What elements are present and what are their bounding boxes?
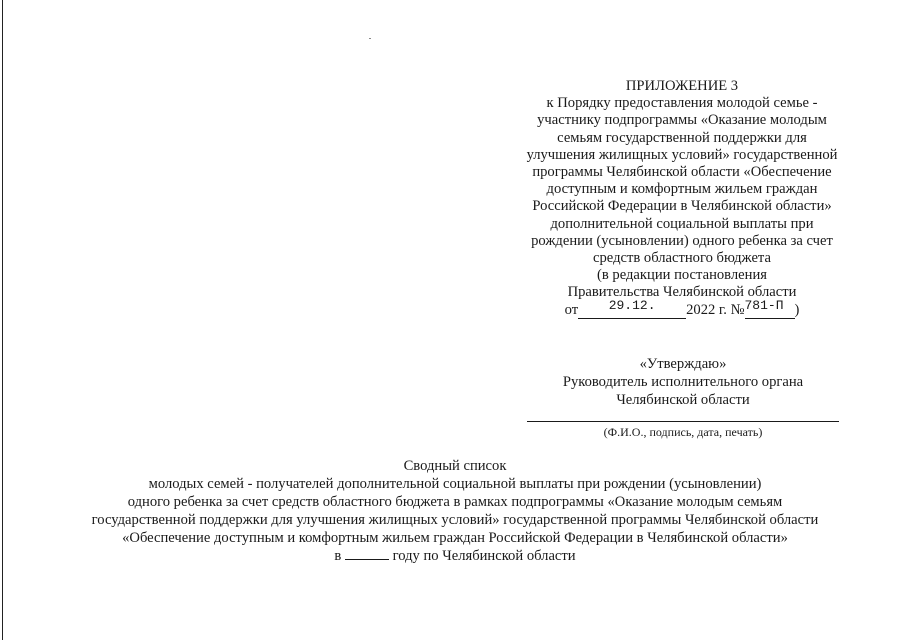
year-prefix: в (334, 548, 342, 564)
appendix-line: доступным и комфортным жильем граждан (546, 181, 818, 198)
summary-year-line (40, 547, 870, 565)
appendix-line: Российской Федерации в Челябинской области» (532, 198, 832, 215)
appendix-line: средств областного бюджета (593, 250, 771, 267)
approval-line: Челябинской области (616, 392, 750, 408)
approval-heading: «Утверждаю» (639, 356, 727, 372)
summary-line: государственной поддержки для улучшения жилищных условий» государственной программы Челябинской области (91, 512, 819, 528)
summary-title: Сводный список (403, 458, 507, 474)
number-value: 781-П (744, 297, 784, 313)
appendix-line: к Порядку предоставления молодой семье - (546, 95, 818, 112)
appendix-title: ПРИЛОЖЕНИЕ 3 (625, 78, 739, 94)
summary-block (40, 457, 870, 565)
date-field (578, 297, 686, 319)
appendix-line: программы Челябинской области «Обеспечение (532, 164, 832, 181)
appendix-line: участнику подпрограммы «Оказание молодым (537, 112, 827, 129)
summary-line: молодых семей - получателей дополнительной социальной выплаты при рождении (усыновлении) (148, 476, 762, 492)
date-value: 29.12. (608, 297, 656, 313)
approval-line: Руководитель исполнительного органа (562, 374, 804, 390)
page-edge-line (2, 0, 3, 640)
appendix-block (506, 78, 858, 319)
year-suffix: году по Челябинской области (392, 548, 576, 564)
number-field (744, 297, 795, 319)
approval-block (527, 355, 839, 409)
close-paren: ) (794, 301, 800, 318)
scan-speck (369, 38, 371, 39)
year-blank-field (345, 547, 389, 560)
appendix-line: дополнительной социальной выплаты при (550, 215, 814, 232)
appendix-line: рождении (усыновлении) одного ребенка за счет (531, 232, 833, 249)
signature-caption: (Ф.И.О., подпись, дата, печать) (603, 425, 763, 439)
year-text: 2022 г. № (686, 301, 745, 318)
appendix-line: семьям государственной поддержки для (557, 129, 807, 146)
signature-line (527, 421, 839, 422)
date-prefix: от (564, 301, 579, 318)
resolution-date-line (506, 297, 858, 319)
appendix-line: улучшения жилищных условий» государственной (526, 146, 838, 163)
appendix-line: Правительства Челябинской области (567, 284, 797, 301)
summary-line: «Обеспечение доступным и комфортным жильем граждан Российской Федерации в Челябинской области» (122, 530, 788, 546)
summary-line: одного ребенка за счет средств областного бюджета в рамках подпрограммы «Оказание молодым семьям (127, 494, 783, 510)
appendix-line: (в редакции постановления (597, 267, 767, 284)
